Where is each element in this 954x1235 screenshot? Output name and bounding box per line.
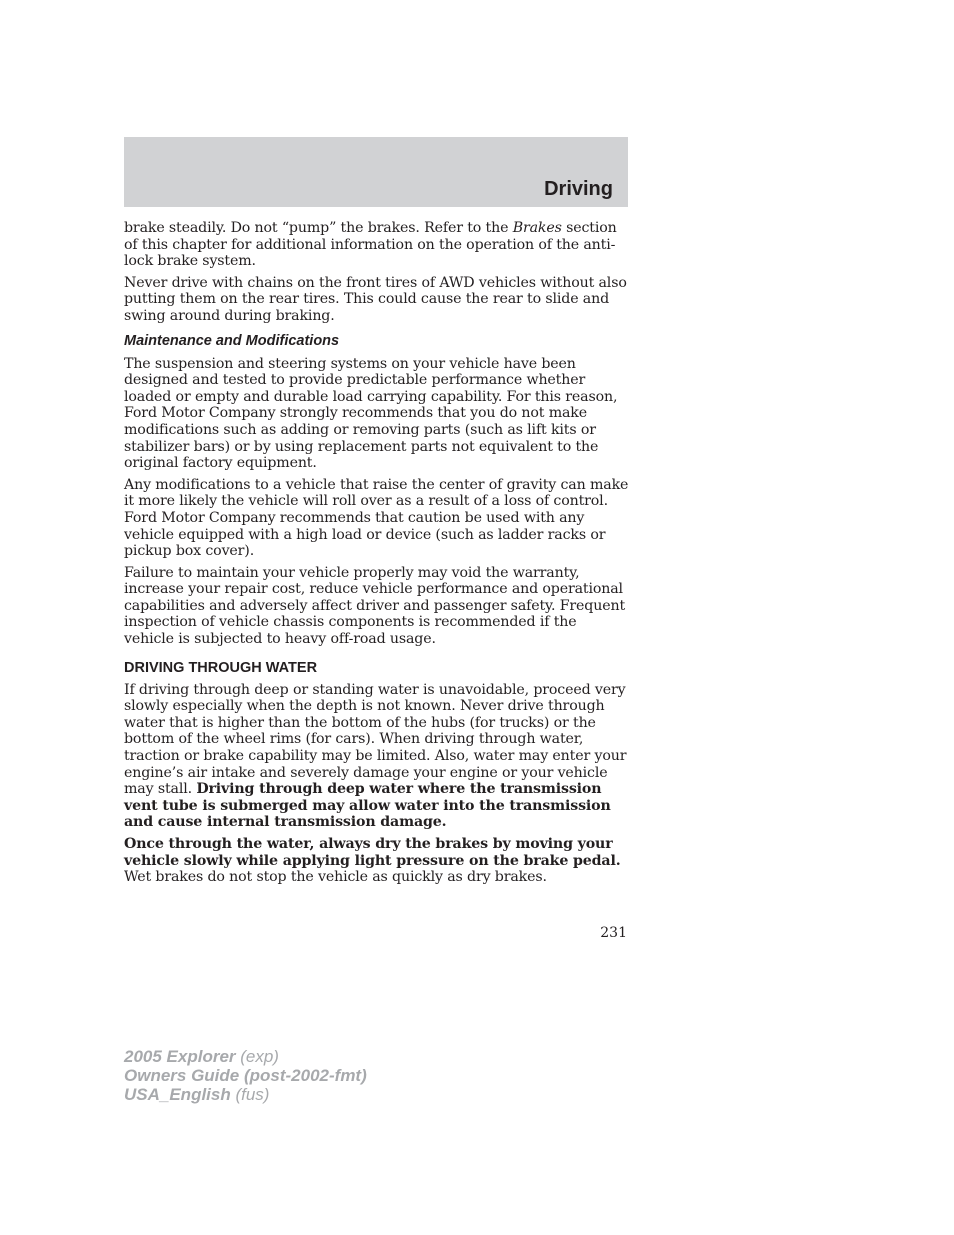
footer-line-model: [124, 1047, 367, 1066]
chapter-header-band: [124, 137, 628, 207]
footer-line-language: [124, 1085, 367, 1104]
paragraph-text: If driving through deep or standing water is unavoidable, proceed very slowly especially when the depth is not known. Never drive through water that is higher than the bottom of the hubs (for trucks) or the bottom of the wheel rims (for cars). When driving through water, traction or brake capability may be limited. Also, water may enter your engine’s air intake and severely damage your engine or your vehicle may stall.: [124, 681, 627, 798]
paragraph-suspension: The suspension and steering systems on your vehicle have been designed and tested to provide predictable performance whether loaded or empty and durable load carrying capability. For this reason, Ford Motor Company strongly recommends that you do not make modifications such as adding or removing parts (such as lift kits or stabilizer bars) or by using replacement parts not equivalent to the original factory equipment.: [124, 355, 618, 472]
page-content: [124, 220, 630, 891]
paragraph-water: [124, 682, 630, 831]
paragraph-modifications: Any modifications to a vehicle that raise the center of gravity can make it more likely the vehicle will roll over as a result of a loss of control. Ford Motor Company recommends that caution be used with any vehicle equipped with a high load or device (such as ladder racks or pickup box cover).: [124, 476, 629, 560]
page-number: 231: [600, 925, 627, 941]
subheading-maintenance: Maintenance and Modifications: [124, 332, 340, 349]
footer-line-guide: [124, 1066, 367, 1085]
paragraph-maintenance-failure: Failure to maintain your vehicle properly may void the warranty, increase your repair cost, reduce vehicle performance and operational capabilities and adversely affect driver and passenger safety. Frequent inspection of vehicle chassis components is recommended if the vehicle is subjected to heavy off-road usage.: [124, 564, 625, 648]
footer-model-code: (exp): [235, 1047, 279, 1066]
paragraph-text: Wet brakes do not stop the vehicle as quickly as dry brakes.: [124, 869, 547, 886]
warning-text: Driving through deep water where the transmission vent tube is submerged may allow water into the transmission and cause internal transmission damage.: [124, 781, 611, 831]
paragraph-text: brake steadily. Do not “pump” the brakes. Refer to the: [124, 220, 513, 236]
warning-text: Once through the water, always dry the brakes by moving your vehicle slowly while applying light pressure on the brake pedal.: [124, 836, 621, 869]
paragraph-dry-brakes: [124, 836, 630, 886]
chapter-title: Driving: [544, 178, 613, 200]
footer-guide: Owners Guide (post-2002-fmt): [124, 1066, 367, 1085]
footer-language-code: (fus): [230, 1085, 270, 1104]
paragraph-brakes: [124, 220, 630, 270]
brakes-reference: Brakes: [512, 220, 562, 236]
footer-model: 2005 Explorer: [124, 1047, 236, 1066]
paragraph-chains: Never drive with chains on the front tires of AWD vehicles without also putting them on the rear tires. This could cause the rear to slide and swing around during braking.: [124, 274, 627, 324]
section-heading-water: DRIVING THROUGH WATER: [124, 659, 318, 676]
footer-language: USA_English: [124, 1085, 231, 1104]
paragraph-text: section of this chapter for additional information on the operation of the anti-lock brake system.: [124, 220, 617, 270]
document-footer: [124, 1047, 367, 1104]
